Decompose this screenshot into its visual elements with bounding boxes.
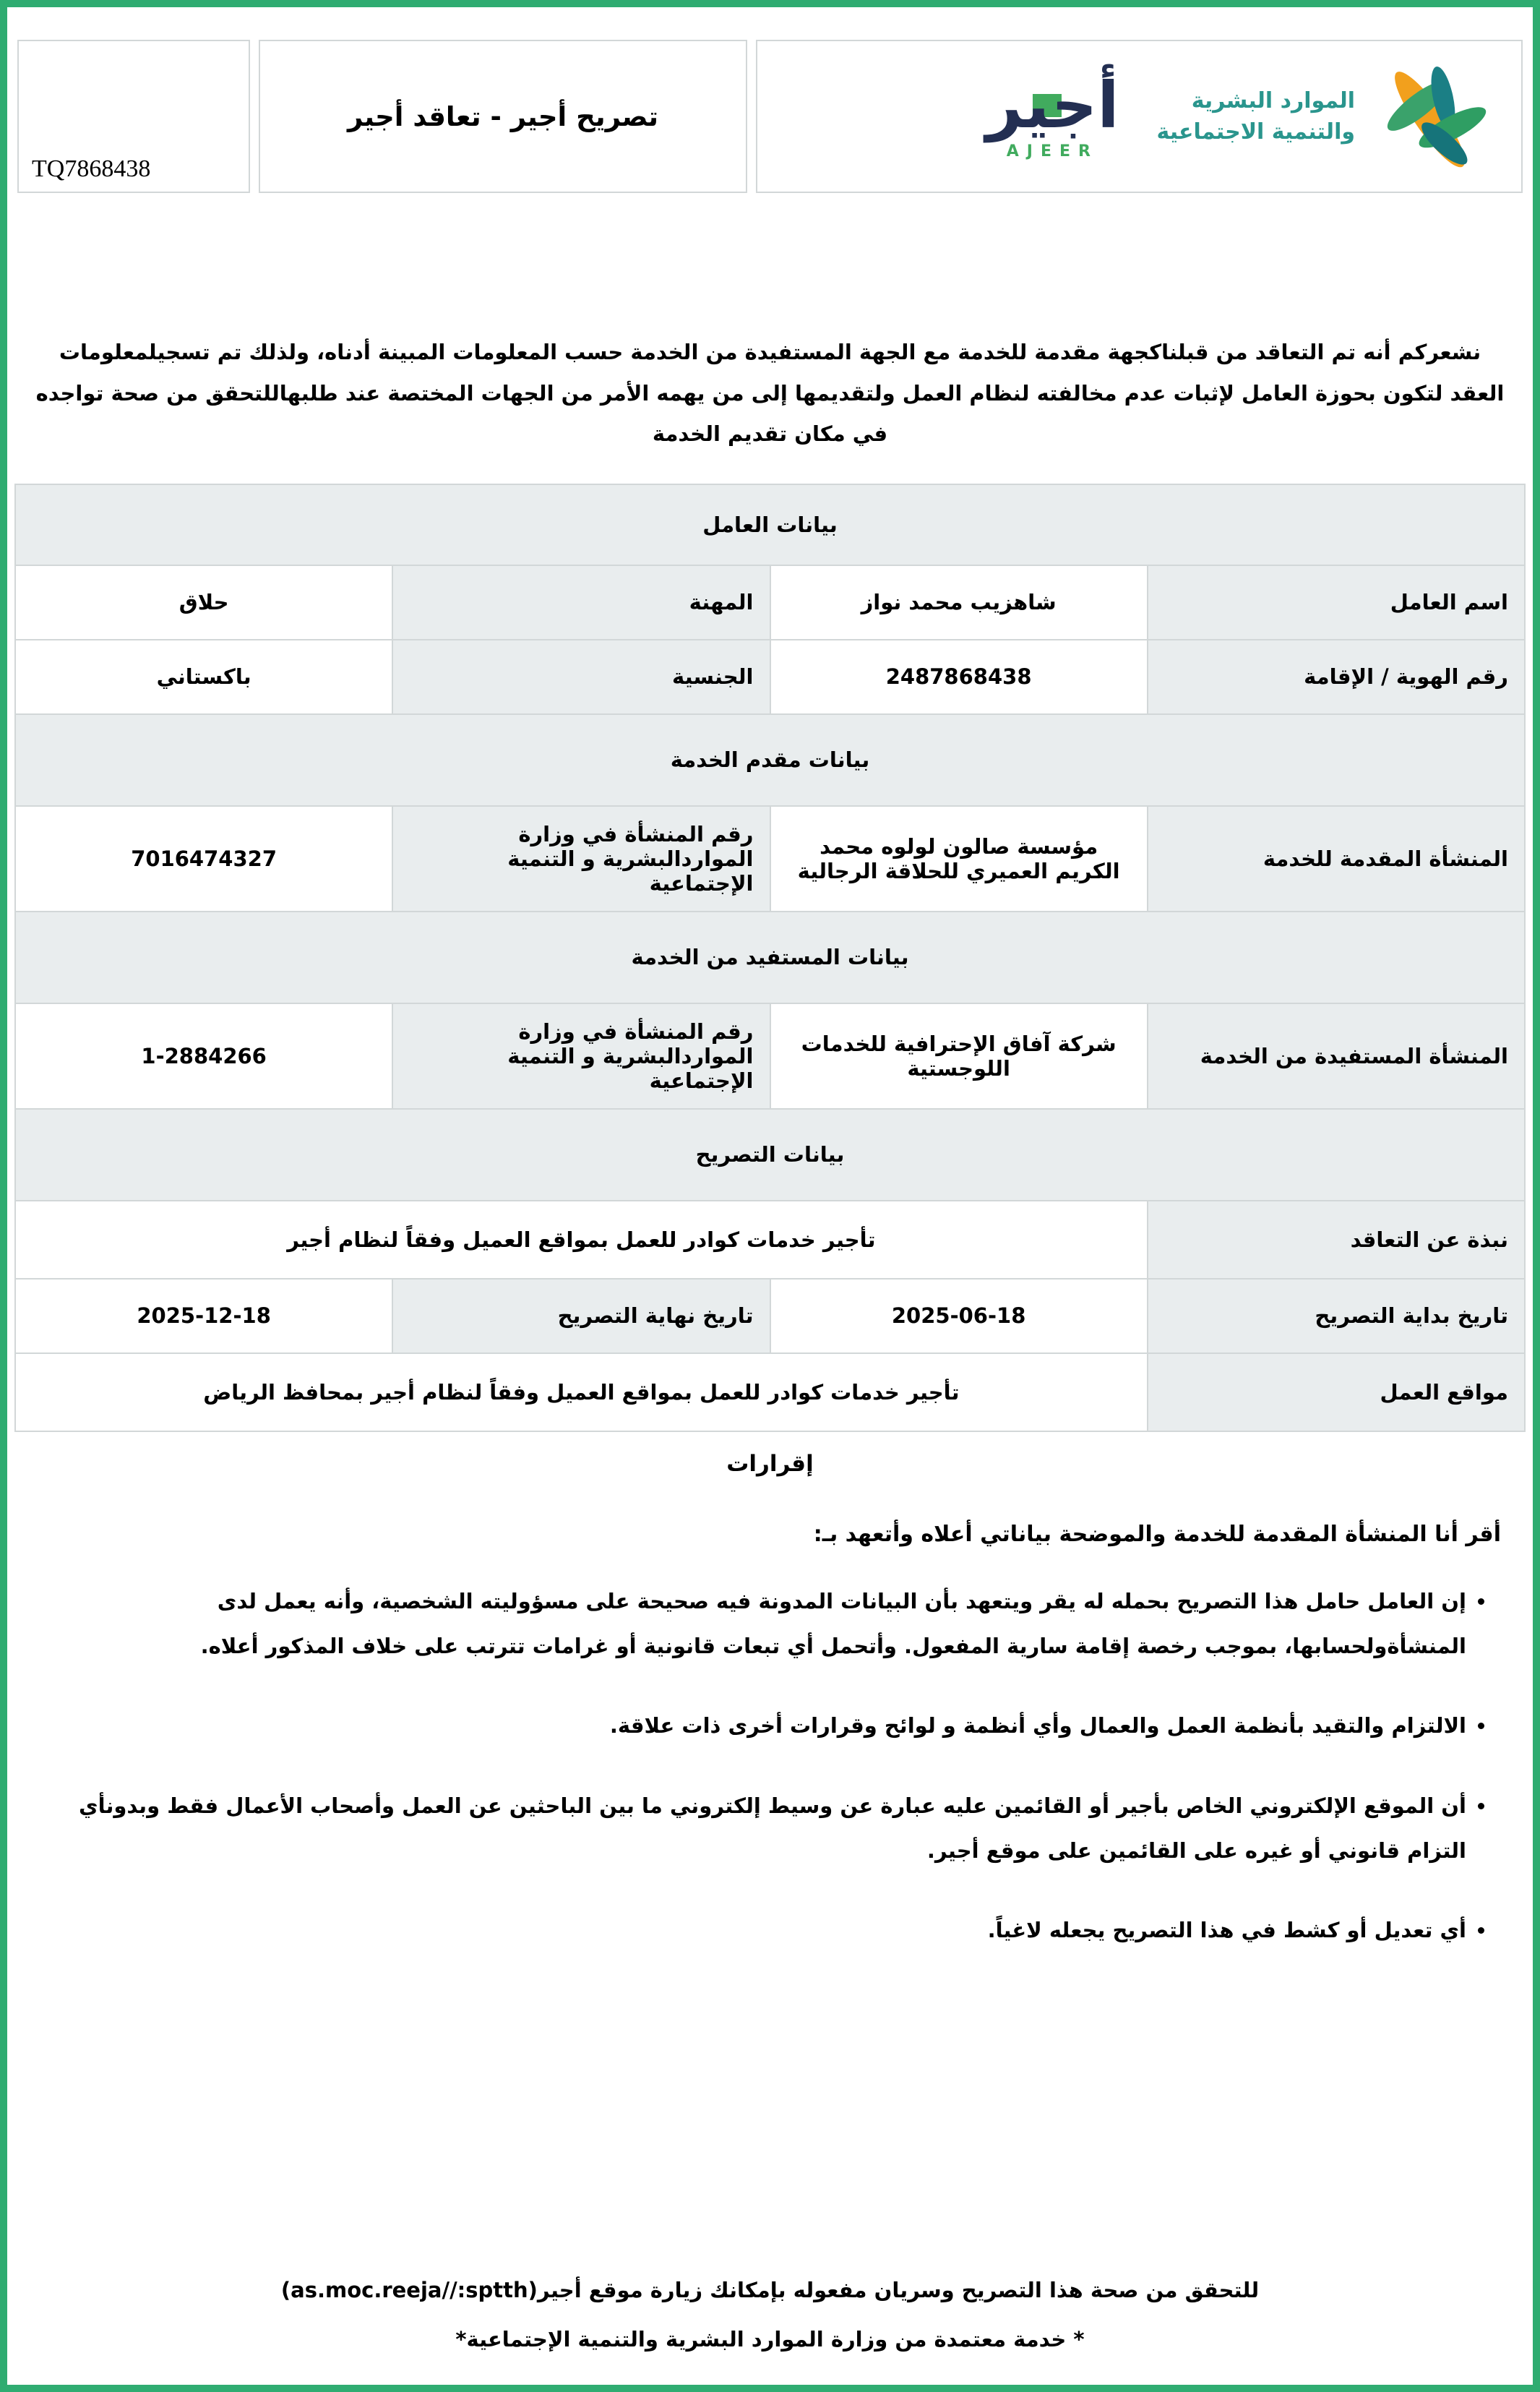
beneficiary-section-header-row bbox=[15, 912, 1525, 1003]
ajeer-logo-latin: AJEER bbox=[1006, 142, 1098, 160]
page-title: تصريح أجير - تعاقد أجير bbox=[347, 100, 659, 132]
worker-profession-value: حلاق bbox=[15, 565, 392, 640]
declarations-list bbox=[7, 1579, 1533, 1988]
verify-line bbox=[7, 2278, 1533, 2302]
beneficiary-number-value: 1-2884266 bbox=[15, 1003, 392, 1109]
permit-section-title: بيانات التصريح bbox=[15, 1109, 1525, 1201]
permit-start-date-label: تاريخ بداية التصريح bbox=[1148, 1279, 1525, 1353]
ministry-logo-line2: والتنمية الاجتماعية bbox=[1156, 119, 1355, 145]
approved-note: * خدمة معتمدة من وزارة الموارد البشرية والتنمية الإجتماعية* bbox=[455, 2327, 1085, 2352]
provider-number-label: رقم المنشأة في وزارة المواردالبشرية و التنمية الإجتماعية bbox=[392, 806, 770, 912]
permit-end-date-value: 2025-12-18 bbox=[15, 1279, 392, 1353]
worker-section-header-row bbox=[15, 484, 1525, 565]
doc-number-box bbox=[17, 40, 250, 193]
ajeer-logo bbox=[980, 68, 1124, 160]
beneficiary-section-title: بيانات المستفيد من الخدمة bbox=[15, 912, 1525, 1003]
table-row bbox=[15, 565, 1525, 640]
worker-nationality-label: الجنسية bbox=[392, 640, 770, 714]
declarations-title: إقرارات bbox=[726, 1450, 814, 1477]
worker-id-label: رقم الهوية / الإقامة bbox=[1148, 640, 1525, 714]
table-row bbox=[15, 1353, 1525, 1431]
ministry-logo-text bbox=[1157, 85, 1355, 148]
provider-section-title: بيانات مقدم الخدمة bbox=[15, 714, 1525, 806]
permit-locations-label: مواقع العمل bbox=[1148, 1353, 1525, 1431]
intro-paragraph: نشعركم أنه تم التعاقد من قبلناكجهة مقدمة للخدمة مع الجهة المستفيدة من الخدمة حسب المعلومات المبينة أدناه، ولذلك تم تسجيلمعلومات العقد لتكون بحوزة العامل لإثبات عدم مخالفته لنظام العمل ولتقديمها إلى من يهمه الأمر من الجهات المختصة عند طلبهاللتحقق من صحة تواجده في مكان تقديم الخدمة bbox=[35, 340, 1505, 447]
permit-start-date-value: 2025-06-18 bbox=[770, 1279, 1148, 1353]
verify-text: للتحقق من صحة هذا التصريح وسريان مفعوله بإمكانك زيارة موقع أجير bbox=[537, 2278, 1260, 2302]
provider-name-label: المنشأة المقدمة للخدمة bbox=[1148, 806, 1525, 912]
table-row bbox=[15, 1003, 1525, 1109]
table-row bbox=[15, 806, 1525, 912]
doc-title-box bbox=[259, 40, 747, 193]
provider-number-value: 7016474327 bbox=[15, 806, 392, 912]
permit-data-table bbox=[14, 484, 1526, 1432]
doc-number: TQ7868438 bbox=[32, 155, 151, 182]
permit-about-value: تأجير خدمات كوادر للعمل بمواقع العميل وفقاً لنظام أجير bbox=[15, 1201, 1148, 1279]
declaration-item: • إن العامل حامل هذا التصريح بحمله له يقر ويتعهد بأن البيانات المدونة فيه صحيحة على مسؤوليته الشخصية، وأنه يعمل لدى المنشأةولحسابها، بموجب رخصة إقامة سارية المفعول. وأتحمل أي تبعات قانونية أو غرامات تترتب على خلاف المذكور أعلاه. bbox=[51, 1579, 1466, 1669]
ministry-palm-icon bbox=[1365, 50, 1502, 184]
declarations-intro: أقر أنا المنشأة المقدمة للخدمة والموضحة بياناتي أعلاه وأتعهد بـ: bbox=[813, 1521, 1501, 1547]
permit-about-label: نبذة عن التعاقد bbox=[1148, 1201, 1525, 1279]
declaration-item: • أي تعديل أو كشط في هذا التصريح يجعله لاغياً. bbox=[51, 1908, 1466, 1952]
permit-locations-value: تأجير خدمات كوادر للعمل بمواقع العميل وفقاً لنظام أجير بمحافظ الرياض bbox=[15, 1353, 1148, 1431]
table-row bbox=[15, 1201, 1525, 1279]
provider-name-value: مؤسسة صالون لولوه محمد الكريم العميري للحلاقة الرجالية bbox=[770, 806, 1148, 912]
worker-nationality-value: باكستاني bbox=[15, 640, 392, 714]
permit-end-date-label: تاريخ نهاية التصريح bbox=[392, 1279, 770, 1353]
provider-section-header-row bbox=[15, 714, 1525, 806]
worker-profession-label: المهنة bbox=[392, 565, 770, 640]
beneficiary-number-label: رقم المنشأة في وزارة المواردالبشرية و التنمية الإجتماعية bbox=[392, 1003, 770, 1109]
ajeer-logo-arabic: أجير bbox=[986, 68, 1119, 143]
worker-name-value: شاهزيب محمد نواز bbox=[770, 565, 1148, 640]
worker-id-value: 2487868438 bbox=[770, 640, 1148, 714]
ministry-logo bbox=[1157, 50, 1502, 184]
logos-box bbox=[756, 40, 1523, 193]
table-row bbox=[15, 1279, 1525, 1353]
worker-section-title: بيانات العامل bbox=[15, 484, 1525, 565]
verify-url: (as.moc.reeja//:sptth) bbox=[280, 2278, 538, 2302]
table-row bbox=[15, 640, 1525, 714]
beneficiary-name-label: المنشأة المستفيدة من الخدمة bbox=[1148, 1003, 1525, 1109]
worker-name-label: اسم العامل bbox=[1148, 565, 1525, 640]
document-footer bbox=[7, 2278, 1533, 2385]
beneficiary-name-value: شركة آفاق الإحترافية للخدمات اللوجستية bbox=[770, 1003, 1148, 1109]
declaration-item: • أن الموقع الإلكتروني الخاص بأجير أو القائمين عليه عبارة عن وسيط إلكتروني ما بين الباحثين عن العمل وأصحاب الأعمال فقط وبدونأي التزام قانوني أو غيره على القائمين على موقع أجير. bbox=[51, 1783, 1466, 1874]
ministry-logo-line1: الموارد البشرية bbox=[1191, 87, 1355, 113]
document-header bbox=[17, 40, 1523, 193]
declaration-item: • الالتزام والتقيد بأنظمة العمل والعمال وأي أنظمة و لوائح وقرارات أخرى ذات علاقة. bbox=[51, 1703, 1466, 1748]
permit-section-header-row bbox=[15, 1109, 1525, 1201]
